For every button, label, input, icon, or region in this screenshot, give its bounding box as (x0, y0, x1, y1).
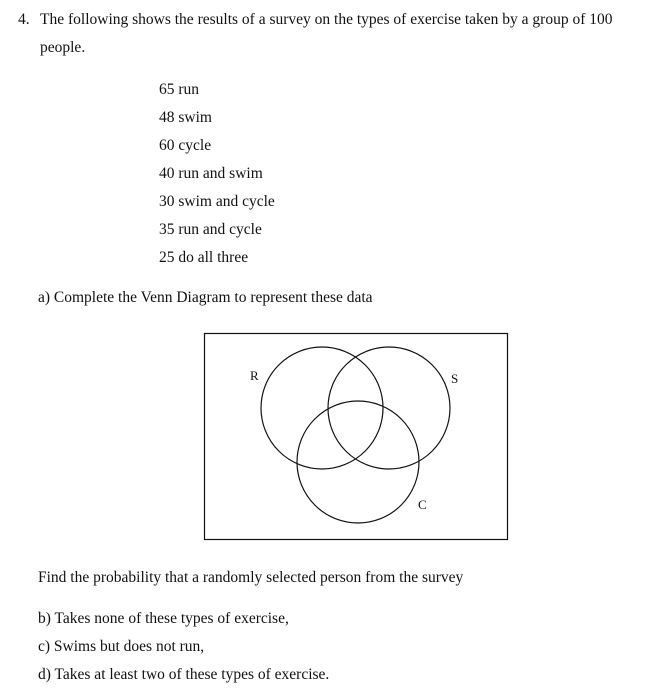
circle-run (261, 347, 383, 469)
universal-set-rectangle (205, 334, 508, 540)
question-intro-line1: The following shows the results of a survey on the types of exercise taken by a group of 100 (40, 11, 613, 28)
find-probability-prompt: Find the probability that a randomly selected person from the survey (38, 569, 464, 586)
question-intro-line2: people. (40, 39, 86, 56)
survey-result-cycle: 60 cycle (159, 137, 212, 154)
venn-label-r: R (250, 368, 259, 383)
venn-label-c: C (418, 497, 427, 512)
circle-cycle (297, 401, 419, 523)
survey-result-all-three: 25 do all three (159, 249, 249, 266)
survey-result-run: 65 run (159, 81, 200, 98)
part-d-prompt: d) Takes at least two of these types of exercise. (38, 666, 330, 683)
survey-result-swim: 48 swim (159, 109, 212, 126)
survey-result-run-and-cycle: 35 run and cycle (159, 221, 262, 238)
survey-result-run-and-swim: 40 run and swim (159, 165, 263, 182)
part-a-prompt: a) Complete the Venn Diagram to represent these data (38, 289, 373, 306)
circle-swim (328, 347, 450, 469)
question-number: 4. (18, 11, 30, 28)
part-c-prompt: c) Swims but does not run, (38, 638, 205, 655)
venn-label-s: S (451, 371, 459, 386)
part-b-prompt: b) Takes none of these types of exercise, (38, 610, 289, 627)
survey-result-swim-and-cycle: 30 swim and cycle (159, 193, 275, 210)
